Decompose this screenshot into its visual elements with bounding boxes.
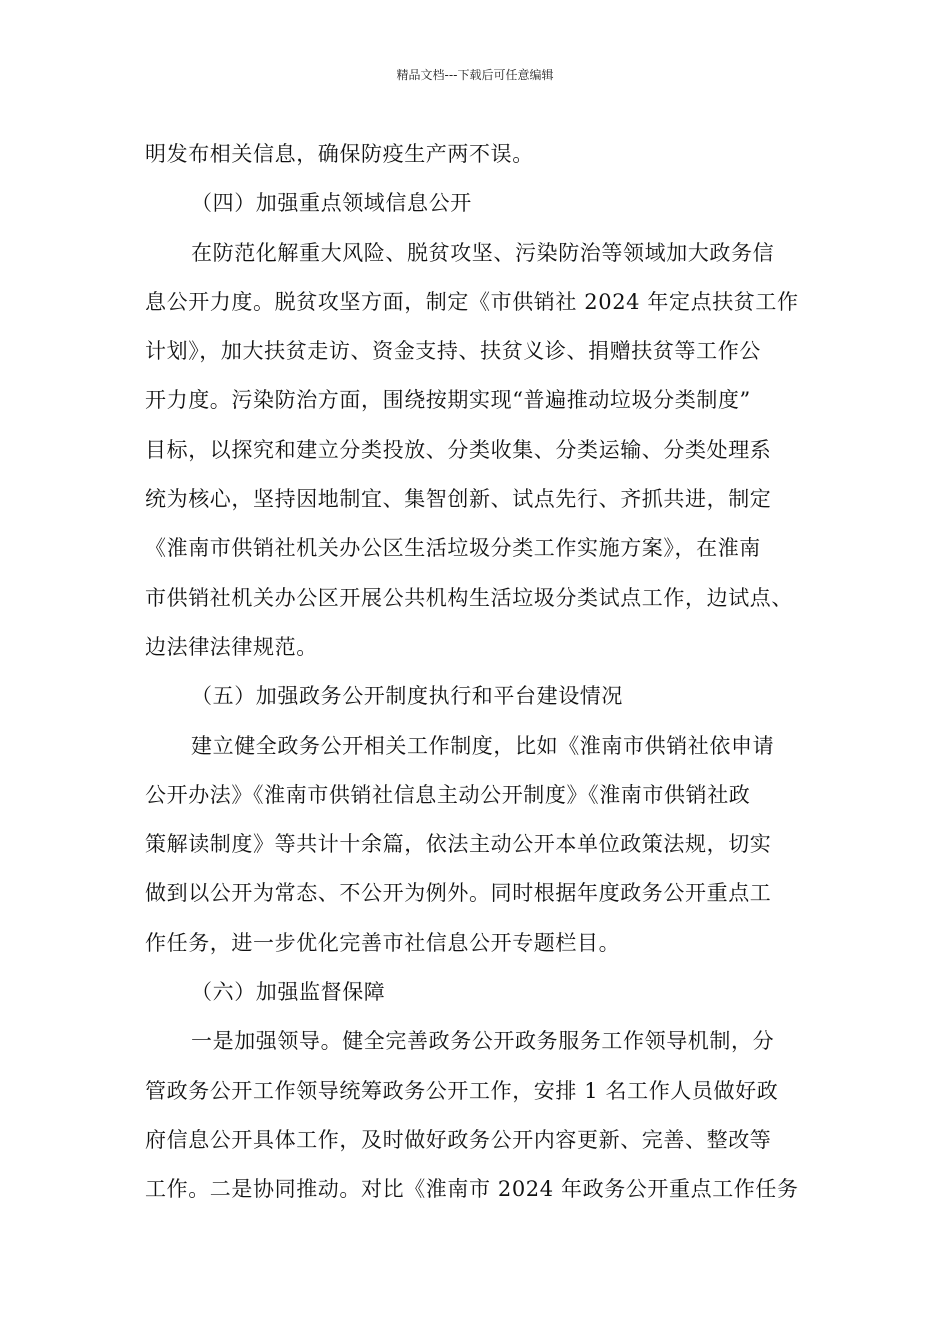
paragraph-line: 息公开力度。脱贫攻坚方面，制定《市供销社 2024 年定点扶贫工作: [145, 289, 799, 314]
paragraph-line: 统为核心，坚持因地制宜、集智创新、试点先行、齐抓共进，制定: [145, 487, 772, 512]
paragraph-line: 在防范化解重大风险、脱贫攻坚、污染防治等领域加大政务信: [191, 240, 775, 265]
paragraph-line: 开力度。污染防治方面，围绕按期实现“普遍推动垃圾分类制度”: [145, 388, 751, 413]
page-header: 精品文档---下载后可任意编辑: [396, 68, 554, 82]
section-heading: （五）加强政务公开制度执行和平台建设情况: [191, 684, 623, 709]
paragraph-line: 计划》，加大扶贫走访、资金支持、扶贫义诊、捐赠扶贫等工作公: [145, 339, 761, 364]
paragraph-line: 边法律法律规范。: [145, 634, 318, 659]
section-heading: （六）加强监督保障: [191, 980, 386, 1005]
paragraph-line: 作任务，进一步优化完善市社信息公开专题栏目。: [145, 930, 621, 955]
paragraph-line: 做到以公开为常态、不公开为例外。同时根据年度政务公开重点工: [145, 881, 772, 906]
paragraph-line: 府信息公开具体工作，及时做好政务公开内容更新、完善、整改等: [145, 1127, 772, 1152]
paragraph-line: 目标，以探究和建立分类投放、分类收集、分类运输、分类处理系: [145, 437, 772, 462]
paragraph-line: 管政务公开工作领导统筹政务公开工作，安排 1 名工作人员做好政: [145, 1078, 779, 1103]
paragraph-line: 工作。二是协同推动。对比《淮南市 2024 年政务公开重点工作任务: [145, 1177, 799, 1202]
paragraph-line: 市供销社机关办公区开展公共机构生活垃圾分类试点工作，边试点、: [145, 585, 793, 610]
paragraph-line: 策解读制度》等共计十余篇，依法主动公开本单位政策法规，切实: [145, 832, 772, 857]
paragraph-line: 一是加强领导。健全完善政务公开政务服务工作领导机制，分: [191, 1029, 775, 1054]
paragraph-line: 明发布相关信息，确保防疫生产两不误。: [145, 142, 534, 166]
document-body: [145, 130, 813, 1215]
paragraph-line: 《淮南市供销社机关办公区生活垃圾分类工作实施方案》，在淮南: [145, 536, 761, 561]
section-heading: （四）加强重点领域信息公开: [191, 191, 472, 216]
paragraph-line: 建立健全政务公开相关工作制度，比如《淮南市供销社依申请: [191, 733, 775, 758]
paragraph-line: 公开办法》《淮南市供销社信息主动公开制度》《淮南市供销社政: [145, 782, 751, 807]
